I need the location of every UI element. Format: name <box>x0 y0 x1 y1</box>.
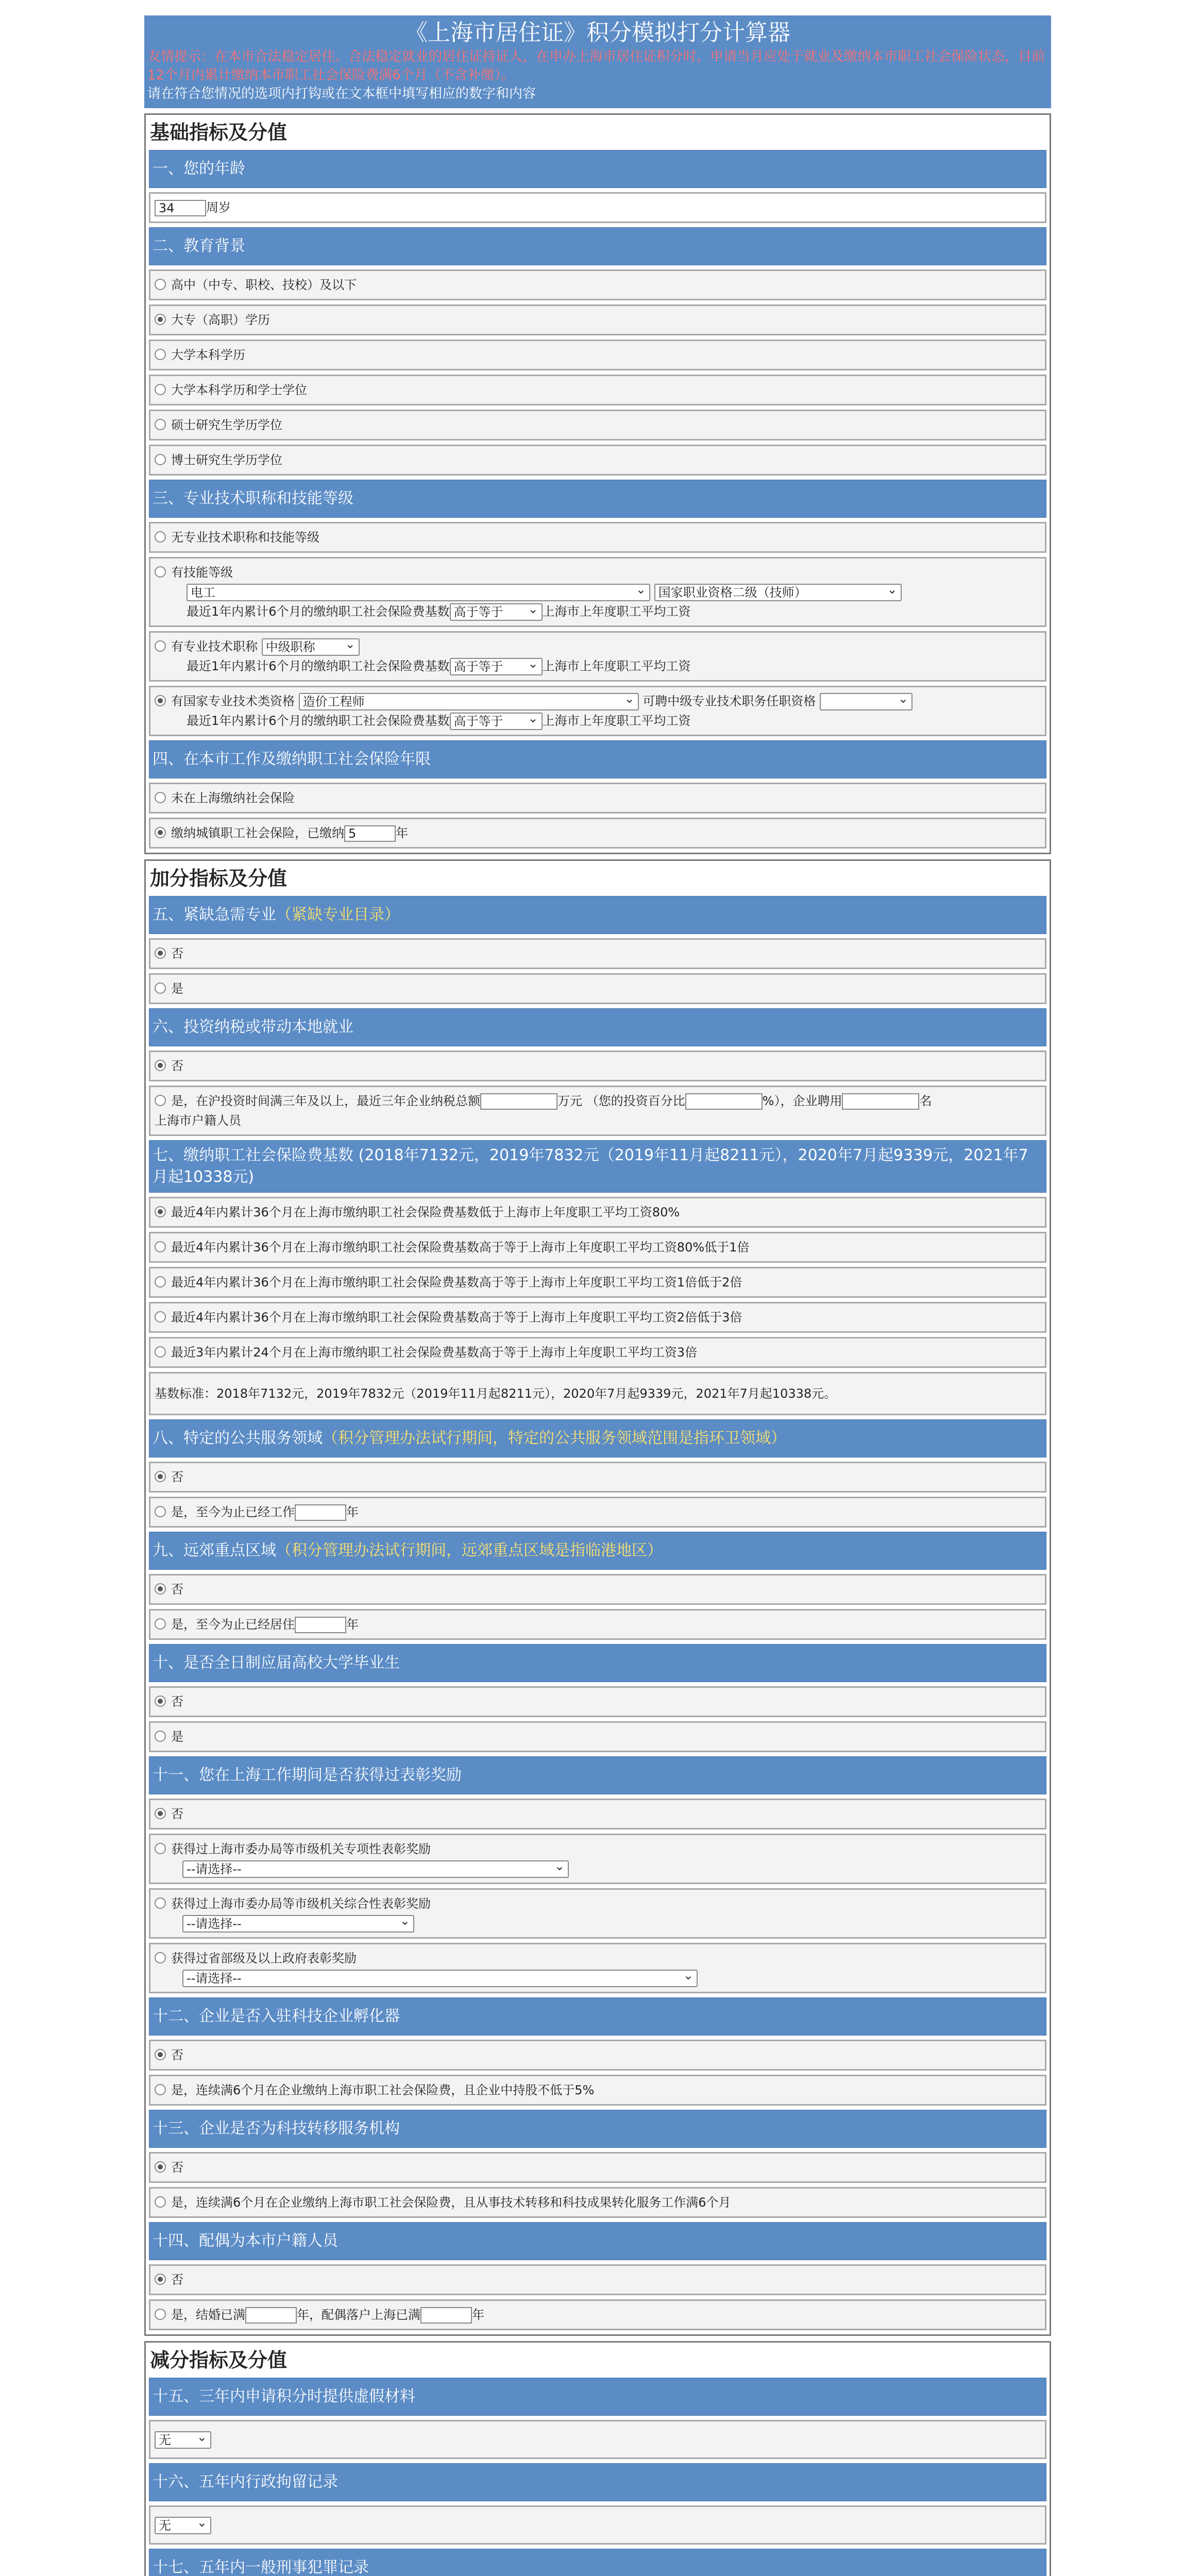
paid-insurance-option <box>149 818 1046 849</box>
option-label: 有国家专业技术类资格 <box>171 694 295 708</box>
section-title-skill: 三、专业技术职称和技能等级 <box>149 480 1046 518</box>
deduct-indicators-group <box>144 2341 1051 2576</box>
edu-option[interactable] <box>149 410 1046 440</box>
option-yes[interactable] <box>149 973 1046 1004</box>
edu-label: 大学本科学历 <box>171 348 245 362</box>
base-option[interactable] <box>149 1197 1046 1228</box>
edu-option[interactable] <box>149 304 1046 335</box>
section-awards: 十一、您在上海工作期间是否获得过表彰奖励 <box>149 1756 1046 1794</box>
radio-button[interactable] <box>155 1311 166 1323</box>
edu-option[interactable] <box>149 375 1046 405</box>
radio-button[interactable] <box>155 695 166 706</box>
award-select[interactable]: --请选择-- ⌄ <box>182 1970 698 1987</box>
basic-indicators-group <box>144 113 1051 854</box>
option-label: 有专业技术职称 <box>171 639 258 654</box>
radio-button[interactable] <box>155 2161 166 2173</box>
option-yes[interactable] <box>149 2075 1046 2106</box>
radio-button[interactable] <box>155 419 166 430</box>
bonus-group-title: 加分指标及分值 <box>150 867 288 890</box>
option-no[interactable] <box>149 2152 1046 2183</box>
section-graduate: 十、是否全日制应届高校大学毕业生 <box>149 1644 1046 1682</box>
option-label: %），企业聘用 <box>762 1094 842 1108</box>
option-label: 年，配偶落户上海已满 <box>297 2308 420 2322</box>
insurance-suffix: 上海市上年度职工平均工资 <box>542 604 691 619</box>
pro-title-option <box>149 631 1046 682</box>
radio-button[interactable] <box>155 1206 166 1217</box>
insurance-compare-select[interactable]: 高于等于 ⌄ <box>450 603 543 621</box>
shortage-catalog-link[interactable]: （紧缺专业目录） <box>276 906 400 924</box>
radio-button[interactable] <box>155 314 166 325</box>
edu-option[interactable] <box>149 445 1046 476</box>
option-no[interactable] <box>149 1050 1046 1081</box>
radio-button[interactable] <box>155 1618 166 1630</box>
insurance-compare-select[interactable]: 高于等于 ⌄ <box>450 713 543 730</box>
age-unit: 周岁 <box>206 200 231 215</box>
option-label: 是 <box>171 1730 183 1744</box>
radio-button[interactable] <box>155 792 166 803</box>
paid-years-input[interactable]: 5 <box>344 825 396 842</box>
radio-button[interactable] <box>155 1346 166 1358</box>
section-label: 五、紧缺急需专业 <box>153 906 276 924</box>
section-public-service <box>149 1419 1046 1458</box>
option-label: 否 <box>171 1694 183 1709</box>
unit-label: 年 <box>346 1505 359 1519</box>
age-input[interactable]: 34 <box>155 200 206 216</box>
radio-button[interactable] <box>155 1095 166 1106</box>
header-banner <box>144 15 1051 108</box>
option-no[interactable] <box>149 2040 1046 2071</box>
section-age: 一、您的年龄 <box>149 150 1046 188</box>
invest-percent-input[interactable] <box>685 1093 763 1110</box>
no-insurance-option[interactable] <box>149 783 1046 814</box>
insurance-prefix: 最近1年内累计6个月的缴纳职工社会保险费基数 <box>187 604 450 619</box>
insurance-suffix: 上海市上年度职工平均工资 <box>542 659 691 673</box>
award-option <box>149 1834 1046 1884</box>
section-note: （积分管理办法试行期间，远郊重点区域是指临港地区） <box>276 1541 663 1560</box>
edu-option[interactable] <box>149 340 1046 370</box>
section-tech-transfer: 十三、企业是否为科技转移服务机构 <box>149 2110 1046 2148</box>
option-label: 否 <box>171 2048 183 2062</box>
radio-button[interactable] <box>155 1952 166 1963</box>
instruction-text: 请在符合您情况的选项内打钩或在文本框中填写相应的数字和内容 <box>147 86 536 101</box>
option-yes <box>149 1609 1046 1640</box>
radio-button[interactable] <box>155 947 166 959</box>
option-yes <box>149 1497 1046 1528</box>
skill-level-select[interactable]: 国家职业资格二级（技师） ⌄ <box>654 584 902 601</box>
option-label: 获得过省部级及以上政府表彰奖励 <box>171 1951 357 1965</box>
section-criminal: 十七、五年内一般刑事犯罪记录 <box>149 2549 1046 2576</box>
radio-button[interactable] <box>155 454 166 465</box>
section-label: 八、特定的公共服务领域 <box>153 1429 323 1447</box>
bonus-indicators-group <box>144 859 1051 2336</box>
option-label: 缴纳城镇职工社会保险，已缴纳 <box>171 826 344 840</box>
section-detention: 十六、五年内行政拘留记录 <box>149 2463 1046 2501</box>
false-material-select[interactable]: 无 ⌄ <box>155 2431 211 2449</box>
section-investment: 六、投资纳税或带动本地就业 <box>149 1008 1046 1046</box>
option-label: 是，至今为止已经居住 <box>171 1617 295 1632</box>
section-false-material: 十五、三年内申请积分时提供虚假材料 <box>149 2378 1046 2416</box>
award-option <box>149 1888 1046 1939</box>
section-insurance-base: 七、缴纳职工社会保险费基数 (2018年7132元，2019年7832元（2019年11月起8211元），2020年7月起9339元，2021年7月起10338元) <box>149 1140 1046 1193</box>
option-yes <box>149 2299 1046 2330</box>
radio-button[interactable] <box>155 1583 166 1595</box>
option-label: 否 <box>171 1582 183 1597</box>
option-label: 否 <box>171 1807 183 1821</box>
option-label: 是，结婚已满 <box>171 2308 245 2322</box>
section-note: （积分管理办法试行期间，特定的公共服务领域范围是指环卫领域） <box>323 1429 786 1447</box>
notice-text: 友情提示：在本市合法稳定居住、合法稳定就业的居住证持证人，在申办上海市居住证积分时，申请当月应处于就业及缴纳本市职工社会保险状态，目前12个月内累计缴纳本市职工社会保险费满6个月（不含补缴）。 <box>147 49 1045 83</box>
option-label: 是 <box>171 981 183 996</box>
option-no[interactable] <box>149 1799 1046 1829</box>
edu-option[interactable] <box>149 269 1046 300</box>
option-label: 否 <box>171 1059 183 1073</box>
radio-button[interactable] <box>155 1897 166 1909</box>
radio-button[interactable] <box>155 2049 166 2060</box>
option-label: 是，连续满6个月在企业缴纳上海市职工社会保险费，且企业中持股不低于5% <box>171 2083 595 2097</box>
option-no[interactable] <box>149 2264 1046 2295</box>
radio-button[interactable] <box>155 2309 166 2320</box>
option-label: 未在上海缴纳社会保险 <box>171 791 295 805</box>
option-label: 年 <box>472 2308 484 2322</box>
unit-label: 年 <box>346 1617 359 1632</box>
skill-type-select[interactable]: 电工 ⌄ <box>187 584 650 601</box>
option-yes[interactable] <box>149 2187 1046 2218</box>
award-option <box>149 1943 1046 1993</box>
base-option[interactable] <box>149 1267 1046 1298</box>
unit-label: 年 <box>396 826 408 840</box>
pro-title-select[interactable]: 中级职称 ⌄ <box>262 638 360 656</box>
work-years-input[interactable] <box>295 1504 346 1521</box>
radio-button[interactable] <box>155 1731 166 1742</box>
option-label: 是，在沪投资时间满三年及以上，最近三年企业纳税总额 <box>171 1094 480 1108</box>
edu-label: 大学本科学历和学士学位 <box>171 383 307 397</box>
radio-button[interactable] <box>155 1471 166 1482</box>
section-shortage <box>149 896 1046 934</box>
option-label: 是，连续满6个月在企业缴纳上海市职工社会保险费，且从事技术转移和科技成果转化服务工作满6个月 <box>171 2195 731 2210</box>
option-label: 万元 （您的投资百分比 <box>557 1094 685 1108</box>
option-label: 否 <box>171 2160 183 2175</box>
insurance-suffix: 上海市上年度职工平均工资 <box>542 714 691 728</box>
option-label: 最近4年内累计36个月在上海市缴纳职工社会保险费基数低于上海市上年度职工平均工资80% <box>171 1205 680 1219</box>
base-option[interactable] <box>149 1302 1046 1333</box>
section-spouse: 十四、配偶为本市户籍人员 <box>149 2222 1046 2260</box>
option-no[interactable] <box>149 1686 1046 1717</box>
radio-button[interactable] <box>155 827 166 838</box>
page-title: 《上海市居住证》积分模拟打分计算器 <box>405 20 790 46</box>
edu-label: 博士研究生学历学位 <box>171 453 282 467</box>
radio-button[interactable] <box>155 1808 166 1819</box>
radio-button[interactable] <box>155 1060 166 1071</box>
option-no[interactable] <box>149 1462 1046 1493</box>
option-label: 最近3年内累计24个月在上海市缴纳职工社会保险费基数高于等于上海市上年度职工平均工资3倍 <box>171 1345 698 1360</box>
tax-total-input[interactable] <box>480 1093 557 1110</box>
deduct-group-title: 减分指标及分值 <box>150 2349 288 2371</box>
option-label: 获得过上海市委办局等市级机关综合性表彰奖励 <box>171 1896 431 1911</box>
option-label: 否 <box>171 1470 183 1484</box>
option-label: 名 <box>919 1094 932 1108</box>
base-standard-note: 基数标准：2018年7132元，2019年7832元（2019年11月起8211元），2020年7月起9339元，2021年7月起10338元。 <box>149 1372 1046 1415</box>
option-no[interactable] <box>149 938 1046 969</box>
national-qual-select[interactable]: 造价工程师 ⌄ <box>299 693 639 710</box>
false-material-row <box>149 2420 1046 2459</box>
option-label: 是，至今为止已经工作 <box>171 1505 295 1519</box>
option-label: 有技能等级 <box>171 565 233 580</box>
section-suburb <box>149 1532 1046 1570</box>
award-select[interactable]: --请选择-- ⌄ <box>182 1860 569 1878</box>
detention-row <box>149 2505 1046 2545</box>
spouse-years-input[interactable] <box>420 2307 472 2324</box>
investment-yes-option <box>149 1086 1046 1136</box>
insurance-prefix: 最近1年内累计6个月的缴纳职工社会保险费基数 <box>187 714 450 728</box>
employ-count-input[interactable] <box>842 1093 919 1110</box>
radio-button[interactable] <box>155 1696 166 1707</box>
radio-button[interactable] <box>155 566 166 578</box>
radio-button[interactable] <box>155 1506 166 1517</box>
radio-button[interactable] <box>155 279 166 290</box>
edu-label: 硕士研究生学历学位 <box>171 418 282 432</box>
section-label: 九、远郊重点区域 <box>153 1541 276 1560</box>
option-yes[interactable] <box>149 1721 1046 1752</box>
radio-button[interactable] <box>155 2196 166 2208</box>
radio-button[interactable] <box>155 1276 166 1287</box>
option-no[interactable] <box>149 1574 1046 1605</box>
married-years-input[interactable] <box>245 2307 297 2324</box>
no-title-option[interactable] <box>149 522 1046 553</box>
radio-button[interactable] <box>155 531 166 543</box>
section-social-insurance: 四、在本市工作及缴纳职工社会保险年限 <box>149 740 1046 778</box>
insurance-compare-select[interactable]: 高于等于 ⌄ <box>450 658 543 675</box>
radio-button[interactable] <box>155 2084 166 2095</box>
radio-button[interactable] <box>155 982 166 994</box>
qual-mid-label: 可聘中级专业技术职务任职资格 <box>643 694 816 708</box>
base-option[interactable] <box>149 1232 1046 1263</box>
skill-level-option <box>149 557 1046 627</box>
insurance-prefix: 最近1年内累计6个月的缴纳职工社会保险费基数 <box>187 659 450 673</box>
age-row <box>149 192 1046 223</box>
radio-button[interactable] <box>155 349 166 360</box>
option-label: 无专业技术职称和技能等级 <box>171 530 319 545</box>
option-label: 上海市户籍人员 <box>155 1113 241 1128</box>
radio-button[interactable] <box>155 2274 166 2285</box>
edu-label: 高中（中专、职校、技校）及以下 <box>171 278 357 292</box>
qual-level-select[interactable] <box>820 693 912 710</box>
option-label: 最近4年内累计36个月在上海市缴纳职工社会保险费基数高于等于上海市上年度职工平均工资2倍低于3倍 <box>171 1310 742 1325</box>
section-incubator: 十二、企业是否入驻科技企业孵化器 <box>149 1997 1046 2036</box>
option-label: 最近4年内累计36个月在上海市缴纳职工社会保险费基数高于等于上海市上年度职工平均工资1倍低于2倍 <box>171 1275 742 1290</box>
national-qual-option <box>149 686 1046 736</box>
edu-label: 大专（高职）学历 <box>171 313 270 327</box>
radio-button[interactable] <box>155 1241 166 1252</box>
option-label: 否 <box>171 946 183 961</box>
option-label: 否 <box>171 2273 183 2287</box>
radio-button[interactable] <box>155 640 166 652</box>
detention-select[interactable]: 无 ⌄ <box>155 2517 211 2534</box>
radio-button[interactable] <box>155 384 166 395</box>
radio-button[interactable] <box>155 1843 166 1854</box>
live-years-input[interactable] <box>295 1617 346 1633</box>
option-label: 最近4年内累计36个月在上海市缴纳职工社会保险费基数高于等于上海市上年度职工平均工资80%低于1倍 <box>171 1240 750 1255</box>
option-label: 获得过上海市委办局等市级机关专项性表彰奖励 <box>171 1842 431 1856</box>
section-education: 二、教育背景 <box>149 227 1046 265</box>
basic-group-title: 基础指标及分值 <box>150 121 288 144</box>
base-option[interactable] <box>149 1337 1046 1368</box>
award-select[interactable]: --请选择-- ⌄ <box>182 1915 414 1933</box>
